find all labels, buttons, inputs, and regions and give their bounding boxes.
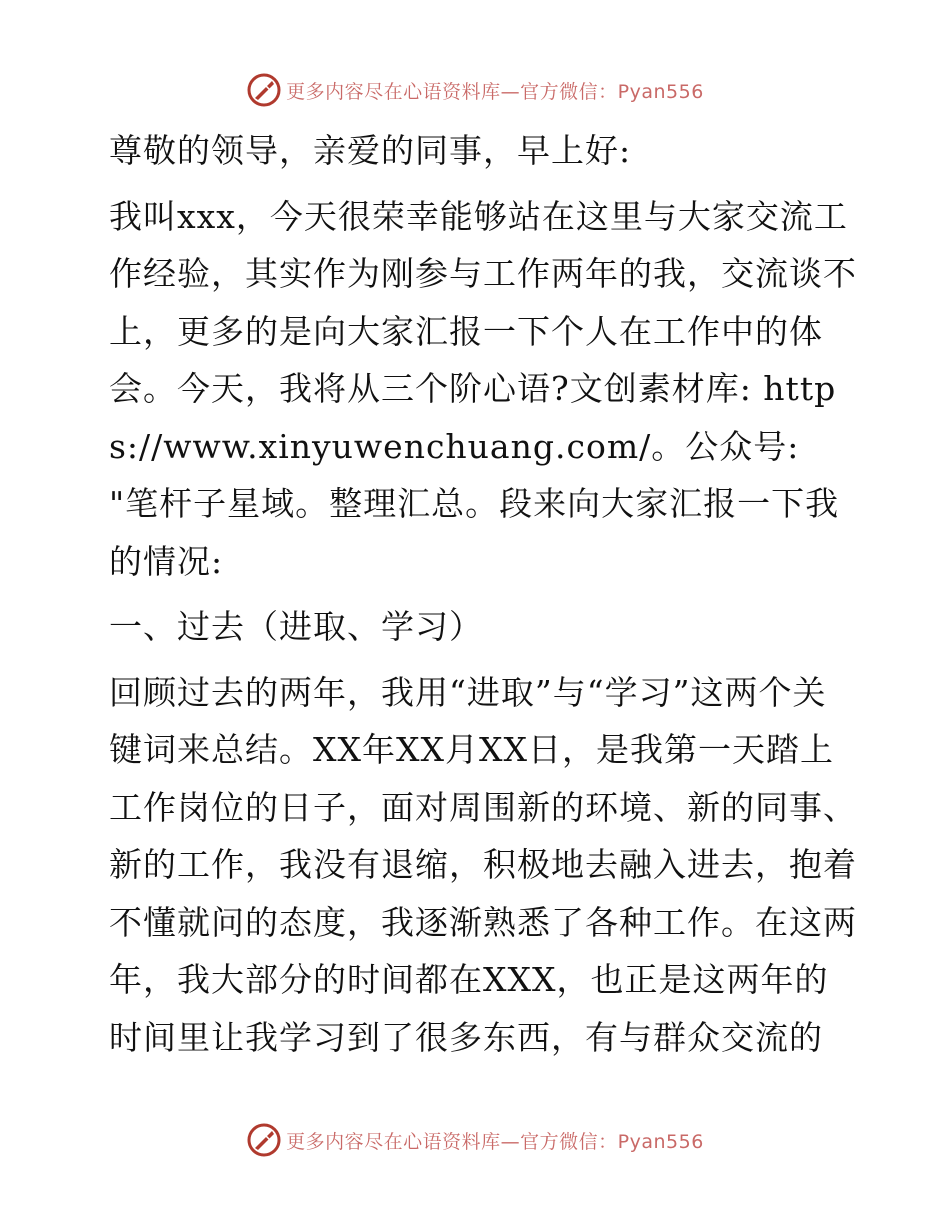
- quill-logo-icon: [246, 1122, 282, 1158]
- intro-paragraph: 我叫xxx，今天很荣幸能够站在这里与大家交流工作经验，其实作为刚参与工作两年的我，交流谈不上，更多的是向大家汇报一下个人在工作中的体会。今天，我将从三个阶心语?文创素材库: https://www.xinyuwenchuang.com/。公众号: "笔杆子星域。整理汇总。段来向大家汇报一下我的情况:: [109, 196, 857, 581]
- header-banner: [0, 70, 950, 110]
- quill-logo-icon: [246, 72, 282, 108]
- footer-banner: [0, 1120, 950, 1160]
- section-paragraph: 回顾过去的两年，我用“进取”与“学习”这两个关键词来总结。XX年XX月XX日，是我第一天踏上工作岗位的日子，面对周围新的环境、新的同事、新的工作，我没有退缩，积极地去融入进去，抱着不懂就问的态度，我逐渐熟悉了各种工作。在这两年，我大部分的时间都在XXX，也正是这两年的时间里让我学习到了很多东西，有与群众交流的: [109, 672, 857, 1057]
- document-body: [97, 122, 857, 1066]
- section-heading: 一、过去（进取、学习）: [109, 607, 483, 646]
- header-banner-text: 更多内容尽在心语资料库—官方微信：Pyan556: [286, 80, 704, 103]
- footer-banner-text: 更多内容尽在心语资料库—官方微信：Pyan556: [286, 1130, 704, 1153]
- greeting-paragraph: 尊敬的领导，亲爱的同事，早上好:: [109, 131, 632, 170]
